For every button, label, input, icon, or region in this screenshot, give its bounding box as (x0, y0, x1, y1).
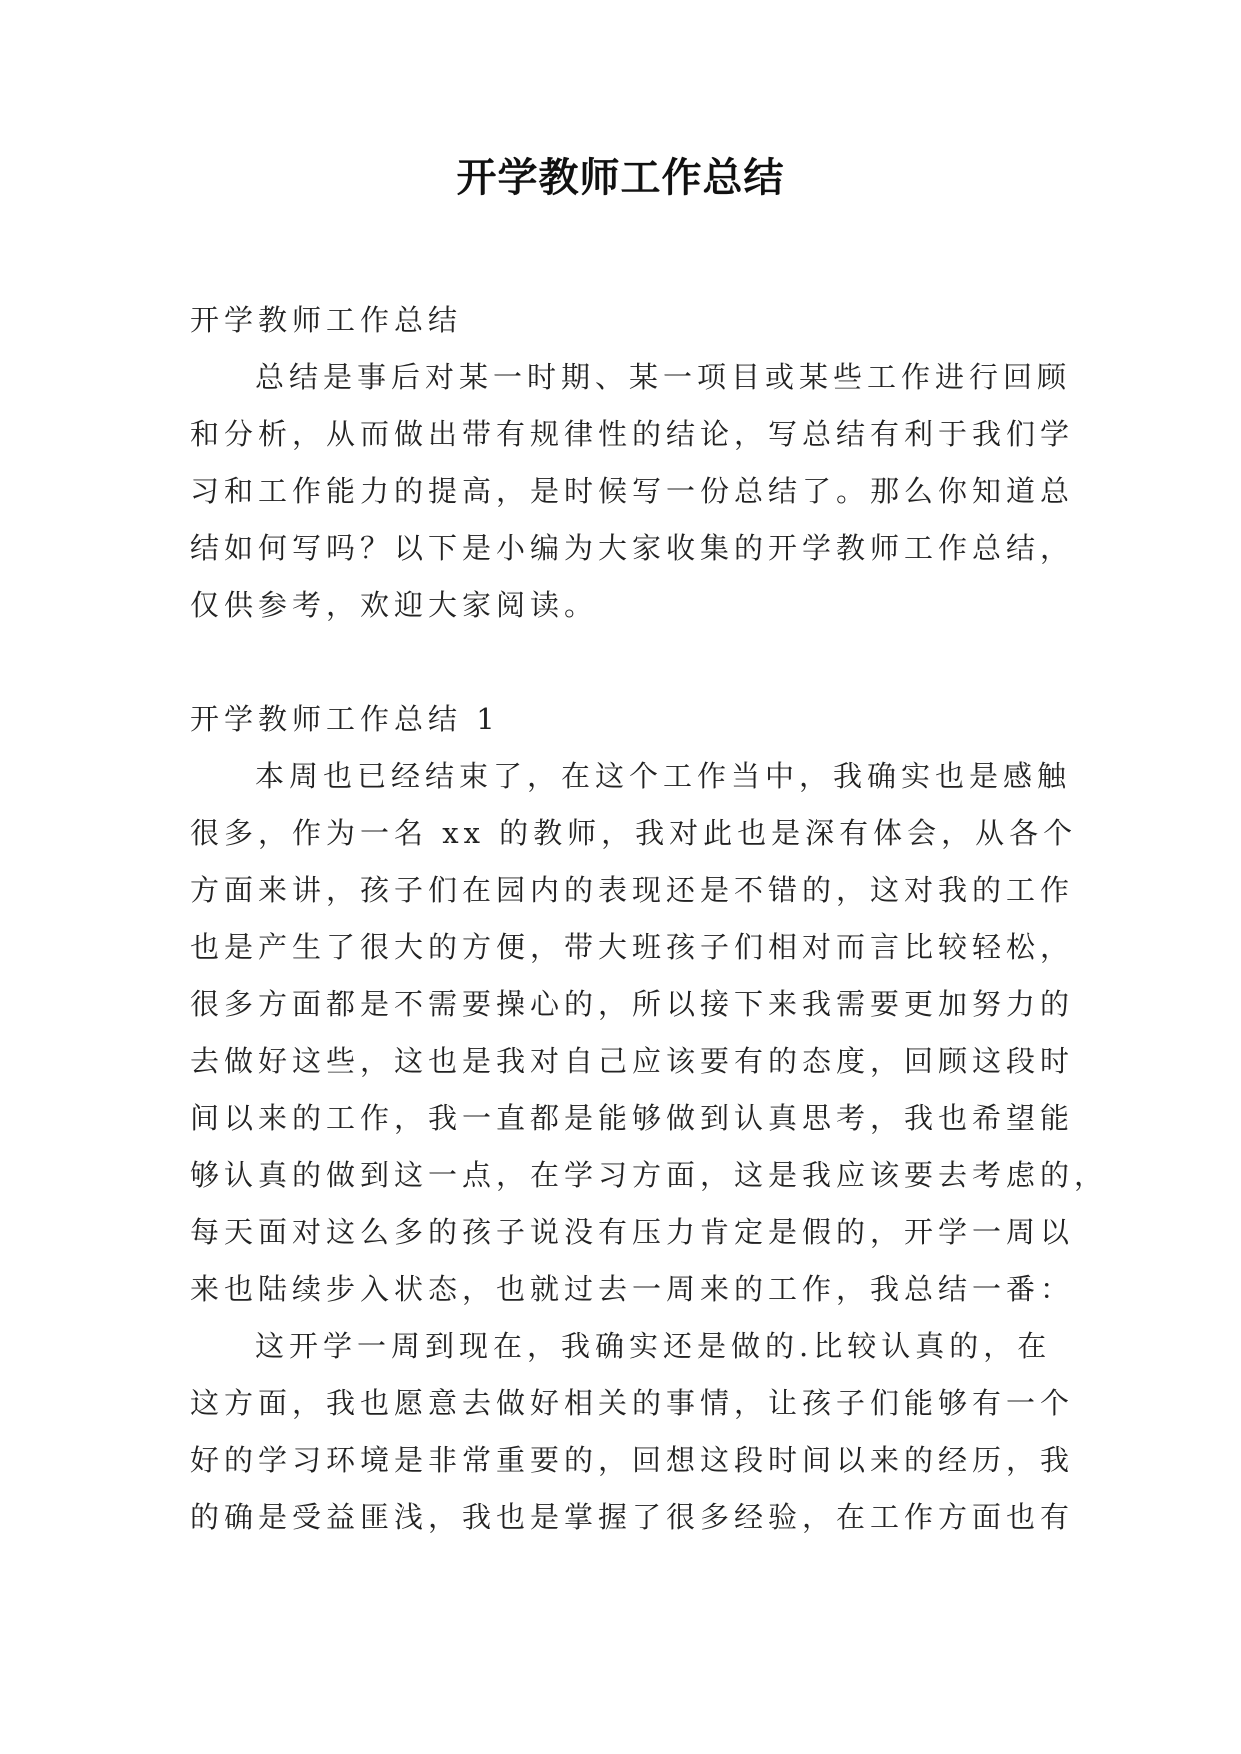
paragraph-line: 方面来讲，孩子们在园内的表现还是不错的，这对我的工作 (190, 873, 1075, 907)
intro-line: 和分析，从而做出带有规律性的结论，写总结有利于我们学 (190, 417, 1075, 451)
intro-line: 结如何写吗？以下是小编为大家收集的开学教师工作总结， (190, 531, 1075, 565)
paragraph-line: 的确是受益匪浅，我也是掌握了很多经验，在工作方面也有 (190, 1500, 1075, 1534)
paragraph-line: 间以来的工作，我一直都是能够做到认真思考，我也希望能 (190, 1101, 1075, 1135)
paragraph-line: 也是产生了很大的方便，带大班孩子们相对而言比较轻松， (190, 930, 1075, 964)
section-heading: 开学教师工作总结 1 (190, 702, 500, 736)
paragraph-gap (190, 634, 1052, 691)
paragraph-line: 这方面，我也愿意去做好相关的事情，让孩子们能够有一个 (190, 1386, 1075, 1420)
document-title: 开学教师工作总结 (456, 154, 785, 201)
paragraph-line: 这开学一周到现在，我确实还是做的.比较认真的，在 (255, 1329, 1052, 1363)
intro-line: 习和工作能力的提高，是时候写一份总结了。那么你知道总 (190, 474, 1075, 508)
intro-line: 仅供参考，欢迎大家阅读。 (190, 588, 599, 622)
paragraph-line: 去做好这些，这也是我对自己应该要有的态度，回顾这段时 (190, 1044, 1075, 1078)
paragraph-line: 每天面对这么多的孩子说没有压力肯定是假的，开学一周以 (190, 1215, 1075, 1249)
document-body (190, 292, 1109, 1546)
paragraph-line: 本周也已经结束了，在这个工作当中，我确实也是感触 (255, 759, 1072, 793)
paragraph-line: 够认真的做到这一点，在学习方面，这是我应该要去考虑的， (190, 1158, 1109, 1192)
paragraph-line: 很多，作为一名 xx 的教师，我对此也是深有体会，从各个 (190, 816, 1078, 850)
intro-line: 总结是事后对某一时期、某一项目或某些工作进行回顾 (255, 360, 1072, 394)
paragraph-line: 来也陆续步入状态，也就过去一周来的工作，我总结一番： (190, 1272, 1075, 1306)
paragraph-line: 好的学习环境是非常重要的，回想这段时间以来的经历，我 (190, 1443, 1075, 1477)
paragraph-line: 很多方面都是不需要操心的，所以接下来我需要更加努力的 (190, 987, 1075, 1021)
intro-heading: 开学教师工作总结 (190, 303, 463, 337)
